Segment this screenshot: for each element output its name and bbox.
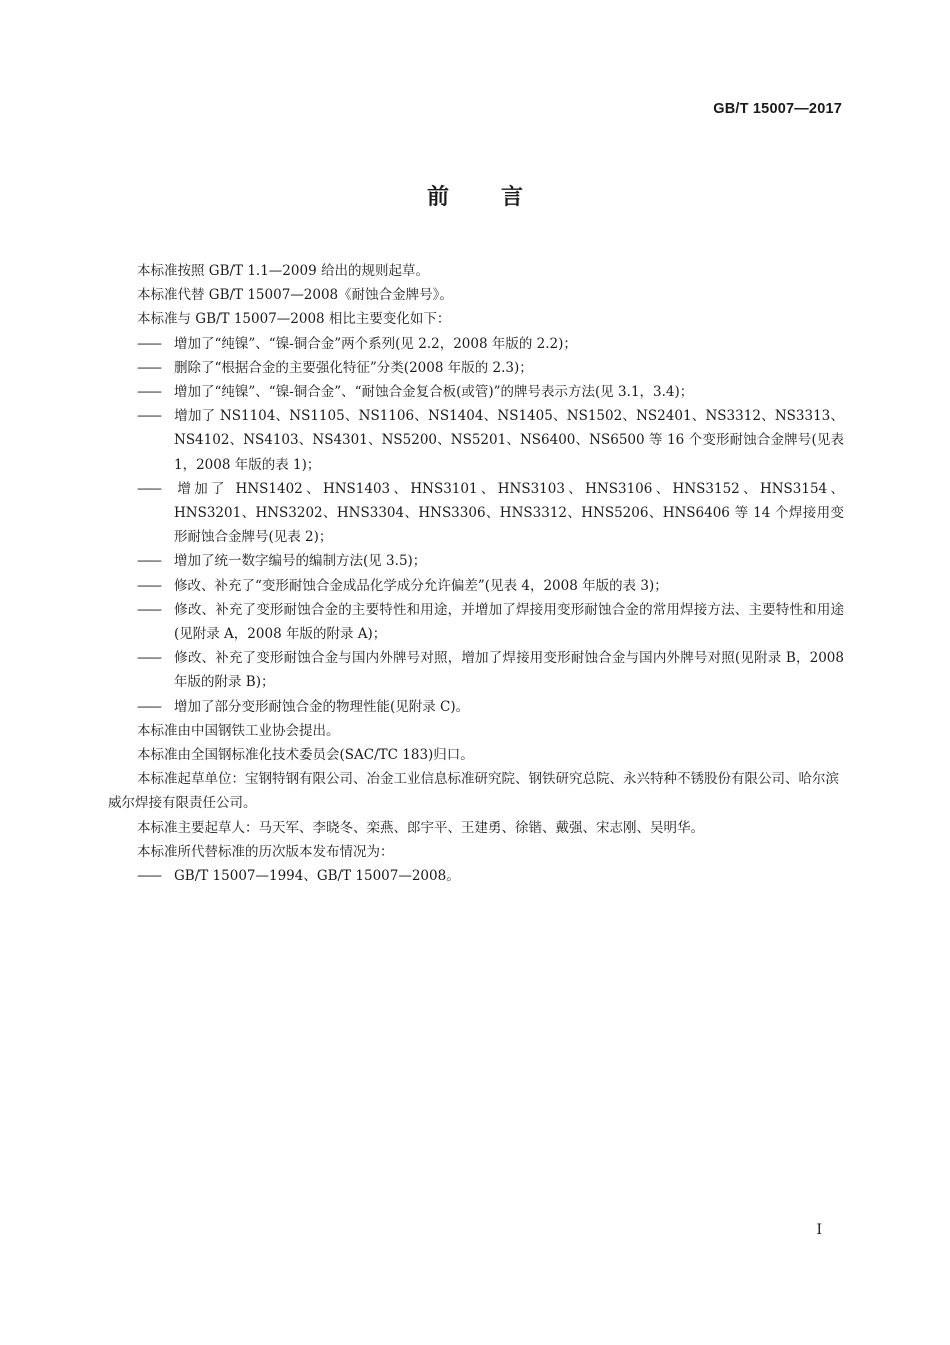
- change-item: [108, 332, 844, 356]
- dash-marker: ——: [137, 359, 160, 376]
- change-text: 增加了“纯镍”、“镍-铜合金”两个系列(见 2.2，2008 年版的 2.2)；: [174, 335, 577, 352]
- change-item: [108, 695, 844, 719]
- change-text: 增加了 HNS1402、HNS1403、HNS3101、HNS3103、HNS3106、HNS3152、HNS3154、HNS3201、HNS3202、HNS3304、HNS3306、HNS3312、HNS5206、HNS6406 等 14 个焊接用变形耐蚀合金牌号(见表 2)；: [174, 480, 844, 546]
- change-text: 修改、补充了变形耐蚀合金与国内外牌号对照，增加了焊接用变形耐蚀合金与国内外牌号对照(见附录 B，2008 年版的附录 B)；: [174, 650, 844, 691]
- change-item: [108, 404, 844, 477]
- change-item: [108, 598, 844, 646]
- paragraph: 本标准起草单位：宝钢特钢有限公司、冶金工业信息标准研究院、钢铁研究总院、永兴特种不锈股份有限公司、哈尔滨威尔焊接有限责任公司。: [108, 771, 839, 812]
- change-text: 增加了“纯镍”、“镍-铜合金”、“耐蚀合金复合板(或管)”的牌号表示方法(见 3.1，3.4)；: [174, 384, 694, 401]
- change-item: [108, 380, 844, 404]
- dash-marker: ——: [137, 698, 160, 715]
- history-item: [108, 864, 844, 888]
- dash-marker: ——: [137, 335, 160, 352]
- paragraph: 本标准与 GB/T 15007—2008 相比主要变化如下：: [137, 311, 451, 328]
- paragraph: 本标准代替 GB/T 15007—2008《耐蚀合金牌号》。: [137, 287, 453, 304]
- dash-marker: ——: [137, 480, 160, 497]
- dash-marker: ——: [137, 577, 160, 594]
- foreword-body: [108, 259, 844, 888]
- page-title: 前言: [426, 185, 575, 210]
- change-item: [108, 549, 844, 573]
- history-text: GB/T 15007—1994、GB/T 15007—2008。: [174, 868, 460, 885]
- change-text: 删除了“根据合金的主要强化特征”分类(2008 年版的 2.3)；: [174, 359, 533, 376]
- paragraph: 本标准主要起草人：马天军、李晓冬、栾燕、郎宇平、王建勇、徐锴、戴强、宋志刚、吴明华。: [137, 819, 704, 836]
- change-text: 修改、补充了变形耐蚀合金的主要特性和用途，并增加了焊接用变形耐蚀合金的常用焊接方法、主要特性和用途(见附录 A，2008 年版的附录 A)；: [174, 601, 844, 643]
- paragraph: 本标准按照 GB/T 1.1—2009 给出的规则起草。: [137, 263, 429, 279]
- dash-marker: ——: [137, 868, 160, 885]
- change-text: 增加了统一数字编号的编制方法(见 3.5)；: [174, 553, 427, 570]
- dash-marker: ——: [137, 408, 160, 425]
- change-text: 增加了部分变形耐蚀合金的物理性能(见附录 C)。: [174, 698, 470, 715]
- change-item: [108, 646, 844, 694]
- change-text: 修改、补充了“变形耐蚀合金成品化学成分允许偏差”(见表 4，2008 年版的表 3)；: [174, 577, 668, 594]
- dash-marker: ——: [137, 553, 160, 570]
- change-item: [108, 477, 844, 550]
- change-item: [108, 356, 844, 380]
- change-item: [108, 574, 844, 598]
- standard-code: GB/T 15007—2017: [713, 101, 842, 117]
- paragraph: 本标准所代替标准的历次版本发布情况为：: [137, 843, 394, 860]
- page-number: I: [816, 1222, 822, 1238]
- paragraph: 本标准由全国钢标准化技术委员会(SAC/TC 183)归口。: [137, 747, 474, 764]
- dash-marker: ——: [137, 601, 160, 618]
- paragraph: 本标准由中国钢铁工业协会提出。: [137, 722, 340, 739]
- change-text: 增加了 NS1104、NS1105、NS1106、NS1404、NS1405、NS1502、NS2401、NS3312、NS3313、NS4102、NS4103、NS4301、NS5200、NS5201、NS6400、NS6500 等 16 个变形耐蚀合金牌号(见表 1，2008 年版的表 1)；: [174, 408, 844, 473]
- dash-marker: ——: [137, 650, 160, 667]
- dash-marker: ——: [137, 384, 160, 401]
